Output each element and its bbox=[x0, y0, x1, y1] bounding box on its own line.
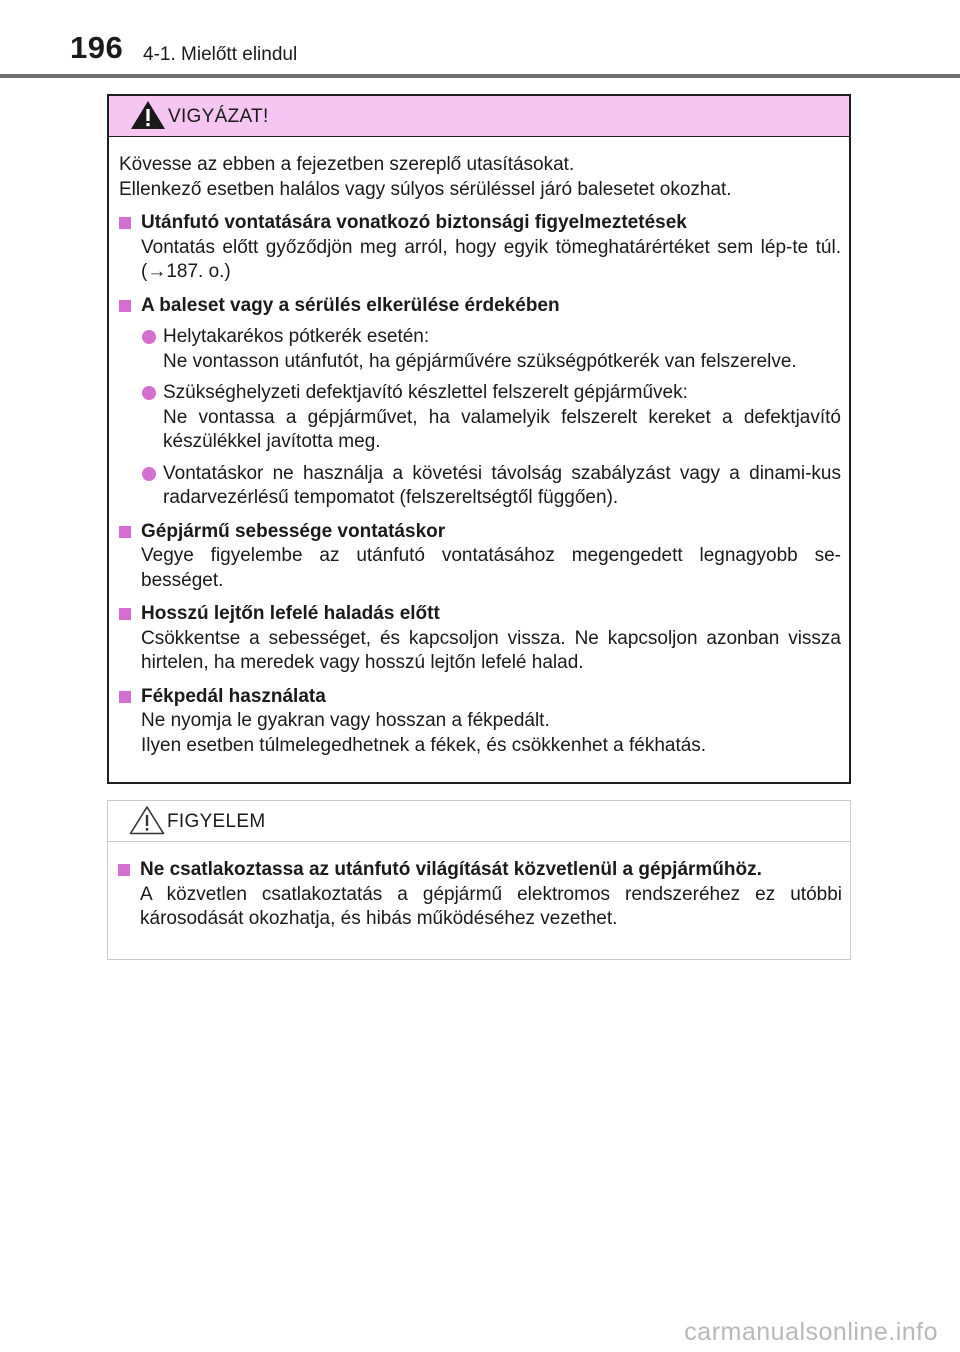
bullet-line: Ne vontasson utánfutót, ha gépjárművére szükségpótkerék van felszerelve. bbox=[163, 350, 797, 372]
page-header bbox=[0, 0, 960, 80]
page-footer bbox=[0, 1300, 960, 1352]
section-title: 4-1. Mielőtt elindul bbox=[143, 44, 298, 65]
section-heading-text: Utánfutó vontatására vonatkozó biztonsági figyelmeztetések bbox=[141, 212, 687, 233]
square-bullet-icon bbox=[119, 217, 131, 229]
bullet-line: Ne vontassa a gépjárművet, ha valamelyik felszerelt kereket a defektjavító készülékkel javította meg. bbox=[163, 406, 841, 452]
section-text: Vontatás előtt győződjön meg arról, hogy egyik tömeghatárértéket sem lép-te túl. (→187. o.) bbox=[141, 236, 841, 282]
section-text: Ne nyomja le gyakran vagy hosszan a fékpedált. bbox=[141, 710, 550, 731]
circle-bullet-icon bbox=[142, 330, 156, 344]
caution-box-body bbox=[108, 842, 850, 932]
circle-bullet-icon bbox=[142, 386, 156, 400]
square-bullet-icon bbox=[119, 300, 131, 312]
bullet-line: Szükséghelyzeti defektjavító készlettel felszerelt gépjárművek: bbox=[163, 382, 688, 403]
warning-box-body bbox=[109, 137, 849, 758]
warning-box bbox=[107, 94, 851, 784]
section-heading bbox=[118, 858, 850, 883]
bullet-line: Vontatáskor ne használja a követési távolság szabályzást vagy a dinami-kus radarvezérlésű tempomatot (felszereltségtől függően). bbox=[163, 462, 841, 508]
warning-triangle-icon bbox=[130, 100, 166, 130]
caution-label: FIGYELEM bbox=[167, 811, 266, 832]
section-heading-text: Fékpedál használata bbox=[141, 685, 326, 707]
circle-bullet-icon bbox=[142, 467, 156, 481]
section-heading bbox=[119, 520, 849, 545]
page-number: 196 bbox=[70, 30, 124, 65]
section-heading bbox=[119, 211, 849, 236]
caution-triangle-icon bbox=[129, 805, 165, 835]
square-bullet-icon bbox=[119, 691, 131, 703]
section-heading bbox=[119, 685, 849, 710]
section-heading-text: Ne csatlakoztassa az utánfutó világítását közvetlenül a gépjárműhöz. bbox=[140, 859, 762, 880]
section-heading-text: Hosszú lejtőn lefelé haladás előtt bbox=[141, 603, 440, 624]
square-bullet-icon bbox=[119, 526, 131, 538]
warning-box-header bbox=[109, 96, 849, 137]
caution-box bbox=[107, 800, 851, 960]
intro-line: Kövesse az ebben a fejezetben szereplő utasításokat. bbox=[119, 154, 575, 175]
warning-label: VIGYÁZAT! bbox=[168, 106, 269, 127]
section-text: A közvetlen csatlakoztatás a gépjármű elektromos rendszeréhez ez utóbbi károsodását okozhatja, és hibás működéséhez vezethet. bbox=[140, 883, 842, 929]
list-item bbox=[119, 325, 849, 374]
section-text: Vegye figyelembe az utánfutó vontatásához megengedett legnagyobb se-bességet. bbox=[141, 545, 841, 591]
section-text: Ilyen esetben túlmelegedhetnek a fékek, és csökkenhet a fékhatás. bbox=[141, 734, 707, 756]
bullet-line: Helytakarékos pótkerék esetén: bbox=[163, 326, 430, 347]
section-heading-text: A baleset vagy a sérülés elkerülése érdekében bbox=[141, 294, 560, 316]
header-rule bbox=[0, 74, 960, 78]
section-heading bbox=[119, 602, 849, 627]
caution-box-header bbox=[108, 801, 850, 842]
section-heading-text: Gépjármű sebessége vontatáskor bbox=[141, 520, 446, 542]
list-item bbox=[119, 462, 849, 511]
intro-line: Ellenkező esetben halálos vagy súlyos sérüléssel járó balesetet okozhat. bbox=[119, 178, 732, 200]
watermark: carmanualsonline.info bbox=[684, 1318, 938, 1346]
section-heading bbox=[119, 294, 849, 319]
square-bullet-icon bbox=[118, 864, 130, 876]
square-bullet-icon bbox=[119, 608, 131, 620]
section-text: Csökkentse a sebességet, és kapcsoljon vissza. Ne kapcsoljon azonban vissza hirtelen, ha meredek vagy hosszú lejtőn lefelé halad. bbox=[141, 627, 841, 673]
list-item bbox=[119, 381, 849, 455]
